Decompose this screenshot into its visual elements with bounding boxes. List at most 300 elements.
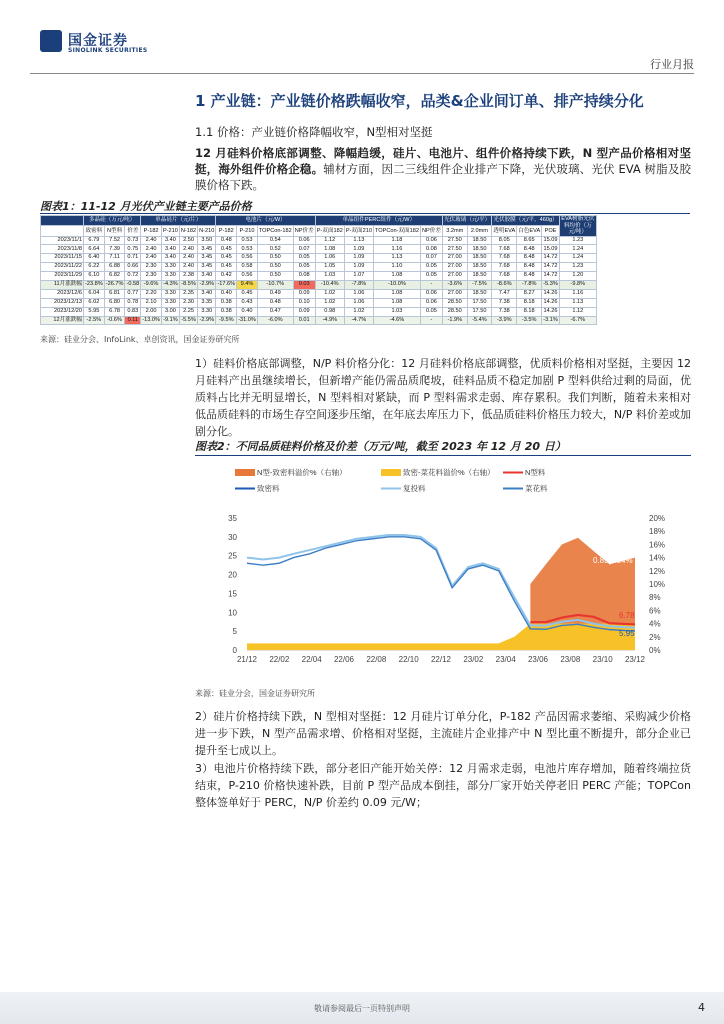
table-cell: 8.48 [517, 263, 542, 272]
table-cell: 7.39 [104, 245, 125, 254]
y-right-tick: 18% [649, 527, 666, 537]
table-cell: 1.09 [344, 245, 373, 254]
group-header: 单晶硅片（元/片） [141, 216, 216, 226]
group-header: 电池片（元/W） [216, 216, 315, 226]
table-cell: 14.26 [542, 289, 560, 298]
section-title: 1 产业链：产业链价格跌幅收窄，品类&企业间订单、排产持续分化 [195, 92, 644, 110]
table-row [41, 272, 597, 281]
table-cell: 14.26 [542, 298, 560, 307]
table-cell: 0.53 [237, 236, 258, 245]
table-row [41, 298, 597, 307]
column-header: N型料 [104, 226, 125, 236]
table-cell: -17.6% [216, 280, 237, 289]
legend-swatch [235, 469, 255, 476]
table-cell: 1.02 [315, 298, 344, 307]
legend-label: 致密料 [257, 484, 280, 493]
row-date: 2023/12/6 [41, 289, 84, 298]
table-cell: 0.07 [293, 245, 315, 254]
report-type: 行业月报 [650, 58, 694, 71]
table-cell: 28.50 [442, 307, 467, 316]
table-cell: 0.66 [125, 263, 141, 272]
table-cell: 17.50 [467, 298, 492, 307]
intro-paragraph [195, 145, 691, 193]
table-cell: 2.40 [141, 236, 162, 245]
group-header: 光伏胶膜（元/平，460g） [492, 216, 560, 226]
column-header: N-182 [179, 226, 197, 236]
table-cell: 6.64 [84, 245, 105, 254]
table-cell: 1.03 [315, 272, 344, 281]
x-tick: 21/12 [236, 655, 258, 664]
table-cell: 0.43 [237, 298, 258, 307]
row-date: 11月涨跌幅 [41, 280, 84, 289]
table-cell: 0.48 [216, 236, 237, 245]
table-cell: 6.04 [84, 289, 105, 298]
table-cell: 1.12 [559, 307, 596, 316]
table-cell: 0.98 [315, 307, 344, 316]
legend-swatch [381, 469, 401, 476]
y-left-tick: 5 [232, 627, 237, 637]
table-cell: 0.06 [293, 236, 315, 245]
table-cell: 2.40 [179, 263, 197, 272]
table-cell: 0.05 [420, 263, 442, 272]
table-cell: 0.45 [237, 289, 258, 298]
table-cell: -31.0% [237, 316, 258, 325]
table-cell: -8.5% [179, 280, 197, 289]
x-tick: 23/10 [592, 655, 613, 664]
price-table-wrap [40, 215, 597, 325]
table-cell: 0.05 [420, 307, 442, 316]
table-cell: 1.07 [344, 272, 373, 281]
figure2-rule [195, 455, 691, 456]
table-cell: 1.20 [559, 272, 596, 281]
row-date: 2023/11/1 [41, 236, 84, 245]
table-cell: 1.13 [373, 254, 420, 263]
table-cell: 0.78 [125, 298, 141, 307]
table-cell: 1.10 [373, 263, 420, 272]
table-cell: 27.00 [442, 272, 467, 281]
table-cell: 2.10 [141, 298, 162, 307]
table-cell: 1.13 [559, 298, 596, 307]
table-cell: 18.50 [467, 254, 492, 263]
table-cell: 0.50 [257, 254, 293, 263]
table-cell: 14.72 [542, 254, 560, 263]
table-cell: -9.5% [216, 316, 237, 325]
row-date: 2023/11/8 [41, 245, 84, 254]
silicon-paragraph: 1）硅料价格底部调整，N/P 料价格分化：12 月硅料价格底部调整，优质料价格相对坚挺，主要因 12 月硅料产出虽继续增长，但新增产能仍需品质爬坡，硅料品质不稳定加剧 P 型料供给过剩的局面，优质料占比并无明显增长，N 型料相对紧缺，而 P 型料需求走弱、库存累积。我们判断，随着未来相对低品质硅料的市场生存空间逐步压缩，在年底去库压力下，低品质硅料价格压力较大，N/P 料价差或加剧分化。 [195, 357, 691, 438]
table-cell: 2.40 [141, 245, 162, 254]
table-cell: -26.7% [104, 280, 125, 289]
table-cell: 6.78 [104, 307, 125, 316]
table-cell: 3.45 [198, 254, 216, 263]
table-cell: 6.40 [84, 254, 105, 263]
table-cell: 3.45 [198, 263, 216, 272]
table-cell: -0.58 [125, 280, 141, 289]
table-cell: 1.18 [373, 236, 420, 245]
table-cell: 0.38 [216, 298, 237, 307]
table-cell: 6.88 [104, 263, 125, 272]
figure1-title: 图表1：11-12 月光伏产业链主要产品价格 [40, 200, 252, 213]
table-cell: 8.18 [517, 298, 542, 307]
table-cell: -5.5% [179, 316, 197, 325]
column-header: 3.2mm [442, 226, 467, 236]
table-cell: -8.6% [492, 280, 517, 289]
table-cell: 2.30 [179, 298, 197, 307]
table-cell: 15.09 [542, 245, 560, 254]
table-cell: 0.73 [125, 236, 141, 245]
column-header: NP价差 [293, 226, 315, 236]
table-cell: 3.40 [161, 245, 179, 254]
table-cell: -3.6% [442, 280, 467, 289]
table-cell: 0.08 [420, 245, 442, 254]
table-cell: 0.09 [293, 289, 315, 298]
table-cell: -6.0% [257, 316, 293, 325]
row-date: 2023/11/22 [41, 263, 84, 272]
legend-label: 致密-菜花料溢价%（右轴） [403, 468, 495, 477]
table-cell: -7.8% [517, 280, 542, 289]
table-cell: 3.40 [161, 254, 179, 263]
y-right-tick: 10% [649, 580, 666, 589]
table-row [41, 254, 597, 263]
x-tick: 23/04 [495, 655, 516, 664]
table-cell: -3.1% [542, 316, 560, 325]
intro-bold: 12 月硅料价格底部调整、降幅趋缓，硅片、电池片、组件价格持续下跌，N 型产品价格相对坚挺，海外组件价格企稳。 [195, 146, 691, 176]
price-chart-svg [195, 458, 691, 683]
column-header: P-182 [216, 226, 237, 236]
table-cell: 7.52 [104, 236, 125, 245]
table-cell: -4.7% [344, 316, 373, 325]
y-left-tick: 15 [228, 589, 237, 599]
table-cell: 1.06 [315, 254, 344, 263]
table-row [41, 289, 597, 298]
table-cell: 1.03 [373, 307, 420, 316]
table-cell: 1.23 [559, 236, 596, 245]
table-cell: 6.80 [104, 298, 125, 307]
table-cell: 14.26 [542, 307, 560, 316]
table-cell: 3.50 [198, 236, 216, 245]
annotation-n-type: 6.78 [619, 611, 635, 620]
figure1-source: 来源：硅业分会、InfoLink、卓创资讯，国金证券研究所 [40, 335, 240, 344]
table-cell: 2.40 [141, 254, 162, 263]
y-right-tick: 20% [649, 514, 666, 523]
brand-name-en: SINOLINK SECURITIES [68, 47, 148, 54]
table-cell: 14.72 [542, 272, 560, 281]
table-cell: 3.30 [161, 298, 179, 307]
table-cell: -2.9% [198, 280, 216, 289]
table-cell: 0.10 [293, 298, 315, 307]
table-cell: 0.01 [293, 316, 315, 325]
y-right-tick: 14% [649, 553, 666, 563]
table-cell: -5.4% [467, 316, 492, 325]
table-cell: 8.48 [517, 245, 542, 254]
table-cell: -0.6% [104, 316, 125, 325]
table-row [41, 245, 597, 254]
table-cell: 0.83 [125, 307, 141, 316]
group-header: 光伏玻璃（元/平） [442, 216, 491, 226]
table-cell: 0.09 [293, 307, 315, 316]
y-right-tick: 0% [649, 646, 661, 655]
x-tick: 23/06 [527, 655, 549, 664]
table-cell: 0.50 [257, 272, 293, 281]
table-cell: 0.38 [216, 307, 237, 316]
table-cell: 3.30 [161, 272, 179, 281]
dense-premium-area [247, 624, 635, 650]
column-header: P-双面182 [315, 226, 344, 236]
cell-paragraph: 3）电池片价格持续下跌，部分老旧产能开始关停：12 月需求走弱，电池片库存增加，随着终端拉货结束，P-210 价格快速补跌，目前 P 型产品成本倒挂，部分厂家开始关停老旧 PERC 产能；TOPCon 整体签单好于 PERC，N/P 价差约 0.09 元/W； [195, 762, 691, 809]
table-row [41, 263, 597, 272]
figure2-source: 来源：硅业分会，国金证券研究所 [195, 689, 315, 698]
figure1-rule [40, 213, 690, 214]
table-cell: -13.0% [141, 316, 162, 325]
y-left-tick: 25 [228, 551, 237, 561]
column-header: POE [542, 226, 560, 236]
table-cell: 7.38 [492, 307, 517, 316]
table-cell: -9.8% [559, 280, 596, 289]
x-tick: 22/06 [333, 655, 355, 664]
y-left-tick: 10 [228, 608, 237, 618]
table-cell: 0.52 [257, 245, 293, 254]
table-cell: 27.00 [442, 289, 467, 298]
x-tick: 22/08 [366, 655, 387, 664]
column-header: P-210 [161, 226, 179, 236]
table-cell: 1.23 [559, 263, 596, 272]
table-cell: -4.9% [315, 316, 344, 325]
table-cell: -3.5% [517, 316, 542, 325]
table-cell: 7.68 [492, 254, 517, 263]
table-cell: 7.11 [104, 254, 125, 263]
table-cell: 1.06 [344, 298, 373, 307]
table-cell: 1.05 [315, 263, 344, 272]
table-cell: 1.24 [559, 254, 596, 263]
row-date: 2023/12/13 [41, 298, 84, 307]
table-cell: 0.05 [420, 272, 442, 281]
table-cell: 1.16 [373, 245, 420, 254]
table-cell: 0.72 [125, 272, 141, 281]
table-cell: 0.45 [216, 254, 237, 263]
legend-label: 复投料 [403, 484, 426, 493]
row-date: 12月涨跌幅 [41, 316, 84, 325]
table-cell: 3.45 [198, 245, 216, 254]
footer-disclaimer: 敬请参阅最后一页特别声明 [314, 1004, 410, 1013]
table-sub-header [41, 226, 597, 236]
table-cell: 9.4% [237, 280, 258, 289]
table-cell: 27.00 [442, 263, 467, 272]
table-cell: 6.82 [104, 272, 125, 281]
legend-label: N型料 [525, 468, 546, 477]
table-cell: 6.22 [84, 263, 105, 272]
row-date: 2023/11/15 [41, 254, 84, 263]
table-cell: -5.3% [542, 280, 560, 289]
table-cell: -9.1% [161, 316, 179, 325]
column-header: TOPCon-182 [257, 226, 293, 236]
table-group-header [41, 216, 597, 226]
table-cell: - [420, 316, 442, 325]
table-cell: 0.56 [237, 272, 258, 281]
y-right-tick: 2% [649, 632, 661, 642]
table-cell: 8.27 [517, 289, 542, 298]
table-row [41, 280, 597, 289]
table-cell: -10.4% [315, 280, 344, 289]
table-cell: 1.16 [559, 289, 596, 298]
table-cell: 0.53 [237, 245, 258, 254]
table-cell: 2.25 [179, 307, 197, 316]
table-cell: 14.72 [542, 263, 560, 272]
table-cell: 0.71 [125, 254, 141, 263]
annotation-dense: 5.95 [619, 629, 635, 638]
section-subtitle: 1.1 价格：产业链价格降幅收窄，N型相对坚挺 [195, 125, 433, 139]
table-cell: 18.50 [467, 289, 492, 298]
column-header: P-210 [237, 226, 258, 236]
column-header: P-双面210 [344, 226, 373, 236]
table-cell: - [420, 280, 442, 289]
header-divider [30, 73, 694, 74]
column-header: 致密料 [84, 226, 105, 236]
x-tick: 22/04 [301, 655, 322, 664]
table-cell: 18.50 [467, 245, 492, 254]
intro-rest: 辅材方面，因二三线组件企业排产下降，光伏玻璃、光伏 EVA 树脂及胶膜价格下跌。 [195, 162, 692, 192]
table-cell: -4.6% [373, 316, 420, 325]
table-cell: 0.45 [216, 245, 237, 254]
y-right-tick: 6% [649, 606, 661, 616]
table-cell: 0.47 [257, 307, 293, 316]
figure2-title: 图表2：不同品质硅料价格及价差（万元/吨，截至 2023 年 12 月 20 日） [195, 440, 566, 453]
table-cell: 0.05 [293, 254, 315, 263]
table-cell: 18.50 [467, 272, 492, 281]
table-cell: 0.42 [216, 272, 237, 281]
table-cell: 0.03 [293, 280, 315, 289]
table-cell: 1.02 [344, 307, 373, 316]
table-cell: 7.68 [492, 245, 517, 254]
table-cell: -2.5% [84, 316, 105, 325]
table-cell: 1.08 [373, 289, 420, 298]
table-cell: 5.95 [84, 307, 105, 316]
table-cell: 1.13 [344, 236, 373, 245]
table-cell: 1.02 [315, 289, 344, 298]
y-left-tick: 20 [228, 570, 237, 580]
table-cell: 0.40 [216, 289, 237, 298]
table-cell: 0.05 [293, 263, 315, 272]
group-header: 单晶组件PERC组件（元/W） [315, 216, 442, 226]
table-cell: 2.30 [141, 272, 162, 281]
y-right-tick: 12% [649, 566, 666, 576]
table-cell: 27.50 [442, 236, 467, 245]
y-left-tick: 35 [228, 514, 237, 523]
table-cell: 7.38 [492, 298, 517, 307]
table-cell: 0.06 [420, 289, 442, 298]
table-cell: 8.48 [517, 272, 542, 281]
table-cell: 7.47 [492, 289, 517, 298]
table-cell: 2.40 [179, 254, 197, 263]
table-cell: 0.06 [420, 236, 442, 245]
table-cell: 0.54 [257, 236, 293, 245]
legend-label: N型-致密料溢价%（右轴） [257, 468, 347, 477]
table-cell: 1.09 [344, 254, 373, 263]
table-cell: 0.75 [125, 245, 141, 254]
table-cell: 0.40 [237, 307, 258, 316]
table-cell: 1.09 [344, 263, 373, 272]
column-header: 白色EVA [517, 226, 542, 236]
table-cell: 27.00 [442, 254, 467, 263]
table-cell: -3.9% [492, 316, 517, 325]
table-cell: 3.30 [198, 307, 216, 316]
table-cell: 2.30 [141, 263, 162, 272]
table-cell: 0.45 [216, 263, 237, 272]
x-tick: 22/02 [269, 655, 290, 664]
table-cell: -2.9% [198, 316, 216, 325]
x-tick: 22/10 [398, 655, 419, 664]
annotation-premium: 0.83，14% [593, 556, 633, 565]
table-cell: 0.08 [293, 272, 315, 281]
table-cell: 1.06 [344, 289, 373, 298]
row-date: 2023/11/29 [41, 272, 84, 281]
table-cell: 3.40 [198, 289, 216, 298]
y-right-tick: 4% [649, 619, 661, 629]
y-left-tick: 30 [228, 532, 237, 542]
table-cell: -7.8% [344, 280, 373, 289]
table-row [41, 307, 597, 316]
table-cell: 3.30 [161, 263, 179, 272]
column-header: NP价差 [420, 226, 442, 236]
table-cell: 3.40 [161, 236, 179, 245]
table-cell: -23.8% [84, 280, 105, 289]
group-header: 多晶硅（万元/吨） [84, 216, 141, 226]
column-header: TOPCon-双面182 [373, 226, 420, 236]
column-header: 2.0mm [467, 226, 492, 236]
table-cell: 2.00 [141, 307, 162, 316]
x-tick: 23/08 [560, 655, 581, 664]
table-row [41, 236, 597, 245]
table-cell: 7.68 [492, 272, 517, 281]
table-cell: 8.05 [492, 236, 517, 245]
table-cell: 1.24 [559, 245, 596, 254]
wafer-paragraph: 2）硅片价格持续下跌，N 型相对坚挺：12 月硅片订单分化，P-182 产品因需求萎缩、采购减少价格进一步下跌，N 型产品需求增、价格相对坚挺，主流硅片企业排产中 N 型比重不断提升，部分企业已提升至七成以上。 [195, 710, 691, 757]
table-cell: 1.08 [373, 298, 420, 307]
table-cell: 3.40 [198, 272, 216, 281]
table-cell: 0.49 [257, 289, 293, 298]
table-cell: 6.02 [84, 298, 105, 307]
group-header: EVA树脂光伏料均价（万元/吨） [561, 216, 595, 235]
table-cell: 8.18 [517, 307, 542, 316]
table-cell: 18.50 [467, 236, 492, 245]
table-cell: 0.11 [125, 316, 141, 325]
column-header: P-182 [141, 226, 162, 236]
x-tick: 23/02 [463, 655, 484, 664]
x-tick: 22/12 [430, 655, 452, 664]
table-cell: 6.79 [84, 236, 105, 245]
table-cell: -4.3% [161, 280, 179, 289]
table-cell: 2.20 [141, 289, 162, 298]
table-cell: 0.58 [237, 263, 258, 272]
table-cell: 15.09 [542, 236, 560, 245]
table-cell: 3.00 [161, 307, 179, 316]
table-cell: -1.9% [442, 316, 467, 325]
table-cell: -10.0% [373, 280, 420, 289]
y-right-tick: 16% [649, 540, 666, 550]
table-cell: 17.50 [467, 307, 492, 316]
table-cell: 0.06 [420, 298, 442, 307]
table-cell: 8.65 [517, 236, 542, 245]
table-cell: -10.7% [257, 280, 293, 289]
table-cell: -6.7% [559, 316, 596, 325]
table-row [41, 316, 597, 325]
table-cell: 2.38 [179, 272, 197, 281]
column-header: N-210 [198, 226, 216, 236]
table-cell: 0.48 [257, 298, 293, 307]
table-cell: 1.08 [315, 245, 344, 254]
y-left-tick: 0 [232, 646, 237, 655]
table-cell: 28.50 [442, 298, 467, 307]
table-cell: 7.68 [492, 263, 517, 272]
price-table [40, 215, 597, 325]
